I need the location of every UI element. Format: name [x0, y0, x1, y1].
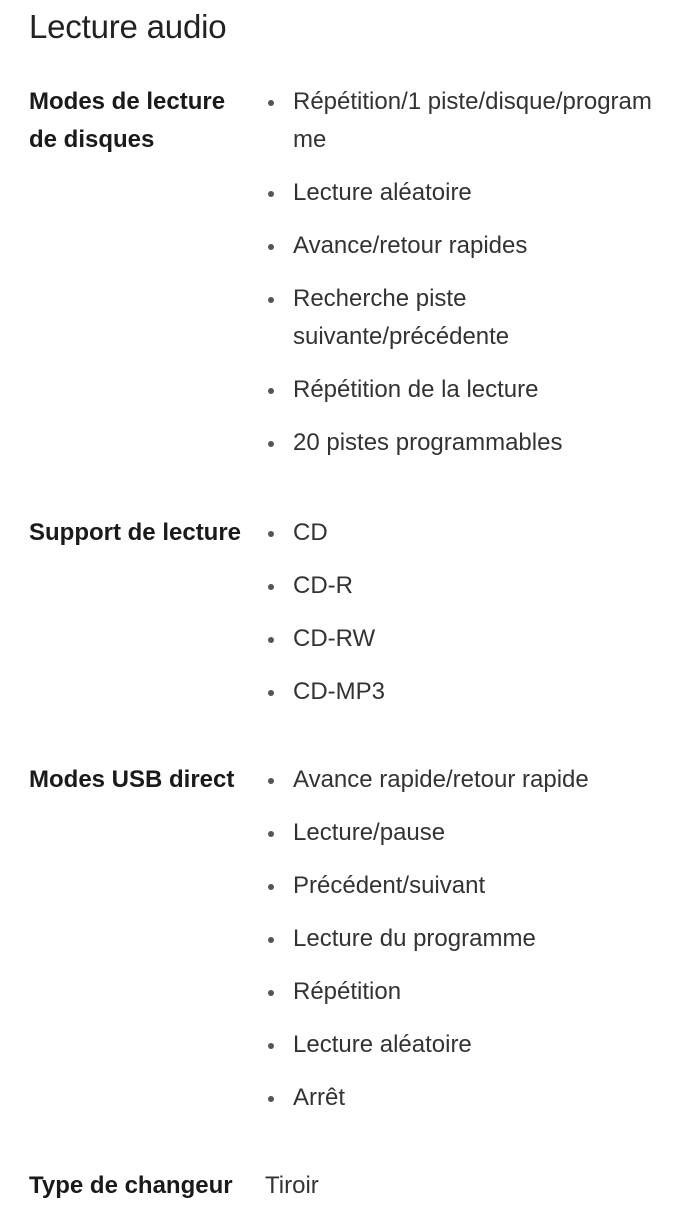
list-item: Lecture du programme [265, 920, 685, 958]
list-item: Répétition de la lecture [265, 371, 685, 409]
list-item: CD [265, 514, 685, 552]
spec-value-list [265, 761, 685, 1132]
page-title: Lecture audio [29, 8, 227, 45]
list-item: CD-MP3 [265, 673, 685, 711]
spec-label: Modes USB direct [29, 766, 235, 793]
list-item: CD-R [265, 567, 685, 605]
list-item: Lecture aléatoire [265, 1026, 685, 1064]
list-item: Recherche piste suivante/précédente [265, 280, 563, 356]
list-item: Répétition [265, 973, 685, 1011]
spec-value-list [265, 514, 685, 726]
spec-label: Type de changeur [29, 1172, 233, 1199]
spec-label: Modes de lecture de disques [29, 88, 226, 153]
list-item: Lecture/pause [265, 814, 685, 852]
spec-label: Support de lecture [29, 519, 242, 546]
list-item: Avance/retour rapides [265, 227, 685, 265]
list-item: CD-RW [265, 620, 685, 658]
spec-value-list [265, 83, 685, 477]
list-item: Arrêt [265, 1079, 685, 1117]
list-item: Répétition/1 piste/disque/programme [265, 83, 653, 159]
list-item: Lecture aléatoire [265, 174, 685, 212]
list-item: Avance rapide/retour rapide [265, 761, 685, 799]
list-item: Précédent/suivant [265, 867, 685, 905]
list-item: 20 pistes programmables [265, 424, 685, 462]
spec-value: Tiroir [265, 1172, 319, 1199]
